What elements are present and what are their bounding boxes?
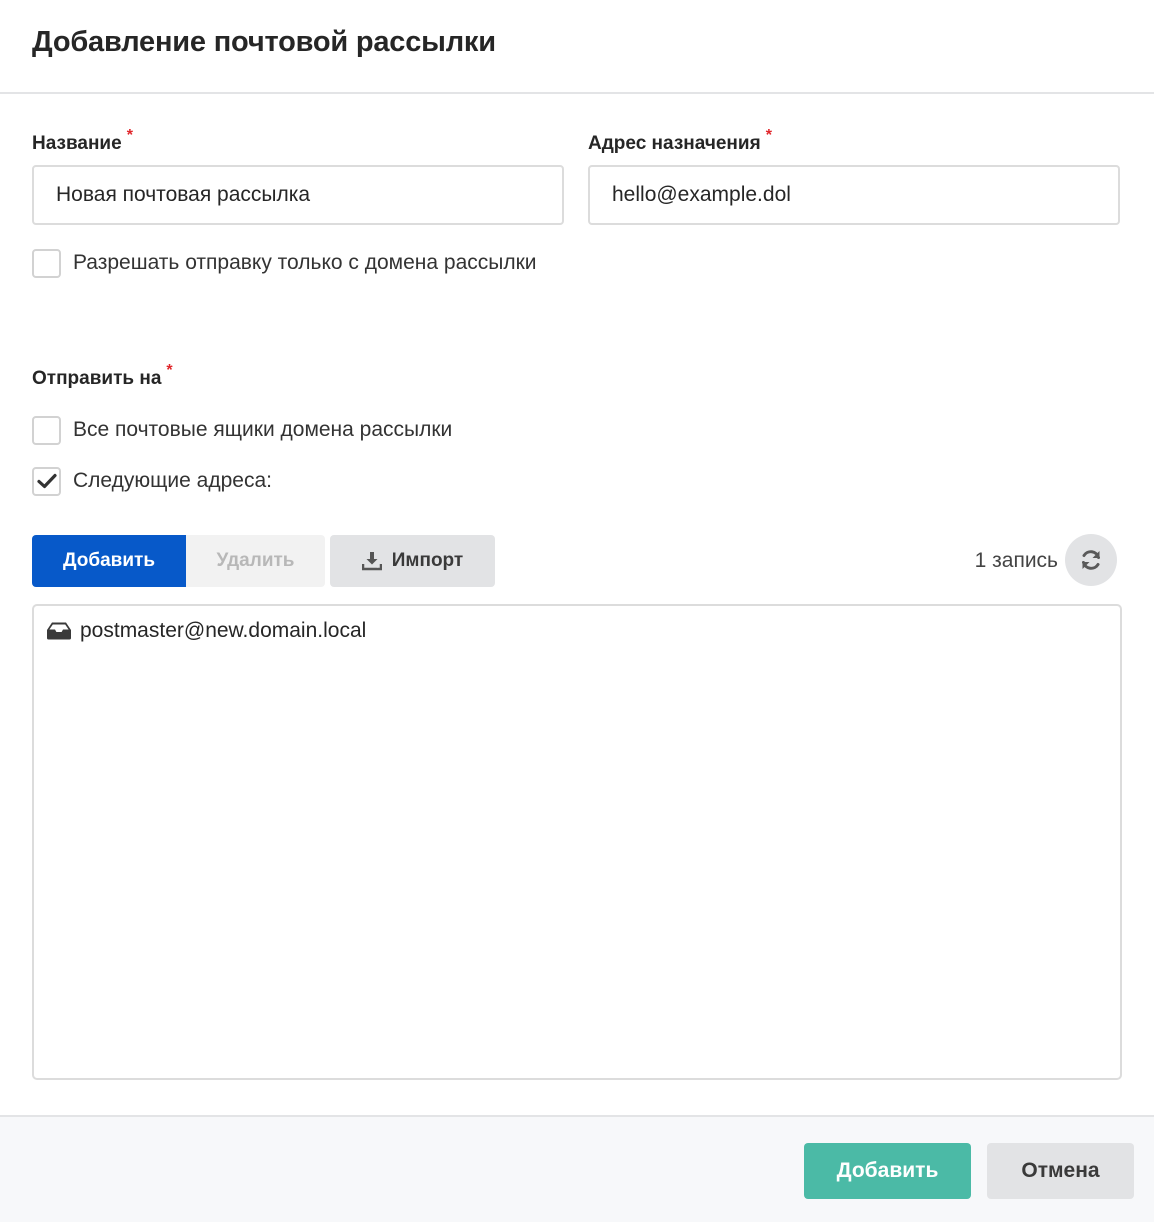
- delete-recipient-button[interactable]: Удалить: [186, 535, 325, 587]
- refresh-icon: [1079, 548, 1103, 572]
- required-mark: *: [166, 362, 173, 379]
- list-item[interactable]: [46, 618, 366, 644]
- checkmark-icon: [37, 473, 57, 489]
- import-label: Импорт: [391, 550, 464, 571]
- following-addresses-label: Следующие адреса:: [73, 469, 272, 492]
- recipient-address: postmaster@new.domain.local: [80, 619, 367, 642]
- send-to-label: [32, 362, 173, 390]
- all-mailboxes-label: Все почтовые ящики домена рассылки: [73, 418, 453, 441]
- allow-domain-only-checkbox[interactable]: [32, 249, 61, 278]
- all-mailboxes-checkbox[interactable]: [32, 416, 61, 445]
- dialog-header: [0, 0, 1154, 94]
- recipients-list[interactable]: [32, 604, 1122, 1080]
- cancel-button[interactable]: Отмена: [987, 1143, 1134, 1199]
- dialog-title: Добавление почтовой рассылки: [32, 26, 496, 58]
- download-icon: [362, 551, 382, 571]
- following-addresses-option[interactable]: [32, 466, 272, 496]
- record-count: 1 запись: [974, 549, 1058, 572]
- all-mailboxes-option[interactable]: [32, 415, 452, 445]
- required-mark: *: [765, 127, 772, 144]
- submit-button[interactable]: Добавить: [804, 1143, 971, 1199]
- allow-domain-only-option[interactable]: [32, 248, 537, 278]
- refresh-button[interactable]: [1065, 534, 1117, 586]
- import-button[interactable]: [330, 535, 495, 587]
- address-input[interactable]: [588, 165, 1120, 225]
- allow-domain-only-label: Разрешать отправку только с домена рассылки: [73, 251, 537, 274]
- send-to-label-text: Отправить на: [32, 368, 162, 389]
- name-input[interactable]: [32, 165, 564, 225]
- address-label: [588, 127, 772, 155]
- address-label-text: Адрес назначения: [588, 133, 761, 154]
- required-mark: *: [126, 127, 133, 144]
- dialog-footer: [0, 1115, 1154, 1222]
- name-label: [32, 127, 133, 155]
- inbox-icon: [46, 621, 72, 641]
- add-recipient-button[interactable]: Добавить: [32, 535, 186, 587]
- name-label-text: Название: [32, 133, 122, 154]
- following-addresses-checkbox[interactable]: [32, 467, 61, 496]
